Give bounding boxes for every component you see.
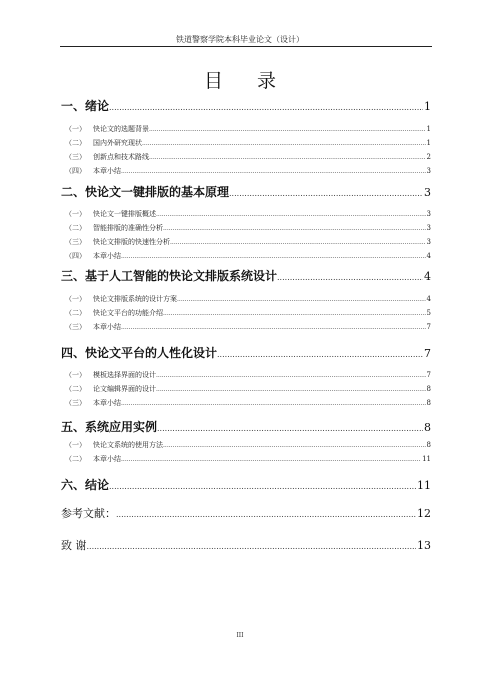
dot-leader <box>121 253 426 260</box>
toc-subentry-page: 3 <box>426 224 431 232</box>
toc-entry-page: 13 <box>417 539 431 552</box>
toc-subentry[interactable] <box>65 223 431 233</box>
toc-subentry-number: （三） <box>65 323 86 331</box>
dot-leader <box>157 424 423 433</box>
table-of-contents <box>61 0 431 679</box>
toc-subentry-label: 快论文平台的功能介绍 <box>93 309 163 317</box>
toc-subentry-page: 11 <box>422 455 431 463</box>
toc-subentry[interactable] <box>65 440 431 450</box>
dot-leader <box>149 126 426 133</box>
toc-subentry[interactable] <box>65 294 431 304</box>
toc-subentry-text <box>65 294 177 304</box>
toc-subentry-number: （一） <box>65 371 86 379</box>
toc-subentry-label: 快论文一键排版概述 <box>93 210 156 218</box>
toc-subentry-label: 快论文的选题背景 <box>93 125 149 133</box>
dot-leader <box>156 372 426 379</box>
toc-subentry-page: 1 <box>426 125 431 133</box>
toc-subentry-number: （二） <box>65 309 86 317</box>
toc-subentry-page: 3 <box>426 167 431 175</box>
toc-entry-page: 7 <box>424 347 431 360</box>
toc-entry-page: 8 <box>424 421 431 434</box>
page-number: III <box>236 632 244 639</box>
toc-entry[interactable] <box>61 97 431 114</box>
running-header: 铁道警察学院本科毕业论文（设计） <box>176 35 304 44</box>
dot-leader <box>177 296 426 303</box>
toc-entry-page: 11 <box>417 479 431 492</box>
toc-entry-page: 1 <box>424 100 431 113</box>
toc-entry-label: 致 谢 <box>61 539 87 552</box>
toc-subentry[interactable] <box>65 138 431 148</box>
toc-subentry-number: （二） <box>65 224 86 232</box>
toc-subentry-label: 快论文排版系统的设计方案 <box>93 295 177 303</box>
toc-subentry-text <box>65 152 149 162</box>
dot-leader <box>156 386 426 393</box>
toc-subentry-page: 7 <box>426 371 431 379</box>
toc-subentry-number: （一） <box>65 295 86 303</box>
toc-subentry-number: （一） <box>65 441 86 449</box>
toc-subentry-number: （一） <box>65 210 86 218</box>
dot-leader <box>163 225 426 232</box>
toc-subentry-text <box>65 223 163 233</box>
toc-subentry-label: 论文编辑界面的设计 <box>93 385 156 393</box>
toc-subentry-text <box>65 308 163 318</box>
toc-subentry[interactable] <box>65 384 431 394</box>
toc-subentry-page: 4 <box>426 295 431 303</box>
dot-leader <box>121 324 426 331</box>
toc-subentry-text <box>65 209 156 219</box>
toc-subentry-label: 快论文系统的使用方法 <box>93 441 163 449</box>
toc-subentry-label: 模板选择界面的设计 <box>93 371 156 379</box>
toc-entry-page: 12 <box>417 507 431 520</box>
toc-subentry-text <box>65 322 121 332</box>
toc-subentry-page: 8 <box>426 399 431 407</box>
toc-subentry-text <box>65 166 121 176</box>
toc-subentry-label: 智能排版的准确性分析 <box>93 224 163 232</box>
toc-subentry-text <box>65 138 142 148</box>
toc-subentry[interactable] <box>65 237 431 247</box>
toc-subentry[interactable] <box>65 370 431 380</box>
toc-subentry-number: （四） <box>65 167 86 175</box>
dot-leader <box>121 168 426 175</box>
toc-entry[interactable] <box>61 537 431 553</box>
toc-subentry-page: 3 <box>426 238 431 246</box>
dot-leader <box>87 542 417 551</box>
toc-entry[interactable] <box>61 267 431 284</box>
toc-subentry-label: 国内外研究现状 <box>93 139 142 147</box>
toc-subentry[interactable] <box>65 124 431 134</box>
toc-subentry-number: （三） <box>65 153 86 161</box>
toc-subentry[interactable] <box>65 209 431 219</box>
toc-entry-page: 4 <box>424 270 431 283</box>
toc-subentry-label: 本章小结 <box>93 252 121 260</box>
dot-leader <box>170 239 426 246</box>
toc-subentry-page: 8 <box>426 385 431 393</box>
toc-subentry-number: （三） <box>65 238 86 246</box>
toc-subentry-number: （三） <box>65 399 86 407</box>
toc-subentry-page: 7 <box>426 323 431 331</box>
toc-subentry[interactable] <box>65 398 431 408</box>
toc-subentry-page: 1 <box>426 139 431 147</box>
dot-leader <box>109 103 423 112</box>
toc-entry-label: 三、基于人工智能的快论文排版系统设计 <box>61 269 278 283</box>
toc-title: 目 录 <box>203 70 291 92</box>
toc-subentry-number: （二） <box>65 385 86 393</box>
dot-leader <box>163 442 426 449</box>
toc-subentry-text <box>65 124 149 134</box>
toc-subentry-number: （二） <box>65 455 86 463</box>
toc-subentry-number: （四） <box>65 252 86 260</box>
dot-leader <box>163 310 426 317</box>
dot-leader <box>149 154 426 161</box>
toc-subentry-text <box>65 237 170 247</box>
dot-leader <box>217 350 423 359</box>
toc-subentry-label: 本章小结 <box>93 399 121 407</box>
toc-subentry-text <box>65 370 156 380</box>
dot-leader <box>121 456 421 463</box>
toc-subentry-page: 8 <box>426 441 431 449</box>
toc-subentry-label: 创新点和技术路线 <box>93 153 149 161</box>
toc-entry[interactable] <box>61 344 431 361</box>
toc-entry[interactable] <box>61 505 431 521</box>
toc-entry[interactable] <box>61 476 431 493</box>
toc-subentry-label: 快论文排版的快速性分析 <box>93 238 170 246</box>
toc-entry[interactable] <box>61 418 431 435</box>
toc-entry-label: 四、快论文平台的人性化设计 <box>61 346 218 360</box>
toc-subentry-text <box>65 454 121 464</box>
toc-entry-label: 六、结论 <box>61 478 110 492</box>
dot-leader <box>142 140 426 147</box>
toc-subentry[interactable] <box>65 308 431 318</box>
toc-subentry-text <box>65 251 121 261</box>
toc-subentry-number: （二） <box>65 139 86 147</box>
toc-subentry-text <box>65 440 163 450</box>
toc-subentry-label: 本章小结 <box>93 323 121 331</box>
toc-entry-page: 3 <box>424 186 431 199</box>
toc-subentry-text <box>65 398 121 408</box>
toc-subentry-text <box>65 384 156 394</box>
dot-leader <box>109 482 416 491</box>
dot-leader <box>277 273 423 282</box>
toc-subentry-label: 本章小结 <box>93 455 121 463</box>
toc-subentry[interactable] <box>65 166 431 176</box>
dot-leader <box>116 510 416 519</box>
dot-leader <box>121 400 426 407</box>
toc-entry-label: 五、系统应用实例 <box>61 420 158 434</box>
toc-subentry[interactable] <box>65 454 431 464</box>
toc-subentry[interactable] <box>65 251 431 261</box>
toc-subentry-label: 本章小结 <box>93 167 121 175</box>
toc-entry[interactable] <box>61 183 431 200</box>
toc-entry-label: 二、快论文一键排版的基本原理 <box>61 185 230 199</box>
toc-subentry[interactable] <box>65 152 431 162</box>
toc-entry-label: 参考文献： <box>61 507 116 520</box>
toc-subentry-number: （一） <box>65 125 86 133</box>
toc-subentry-page: 5 <box>426 309 431 317</box>
toc-subentry-page: 2 <box>426 153 431 161</box>
toc-subentry-page: 4 <box>426 252 431 260</box>
toc-subentry[interactable] <box>65 322 431 332</box>
toc-entry-label: 一、绪论 <box>61 99 110 113</box>
dot-leader <box>156 211 426 218</box>
dot-leader <box>229 189 423 198</box>
toc-subentry-page: 3 <box>426 210 431 218</box>
